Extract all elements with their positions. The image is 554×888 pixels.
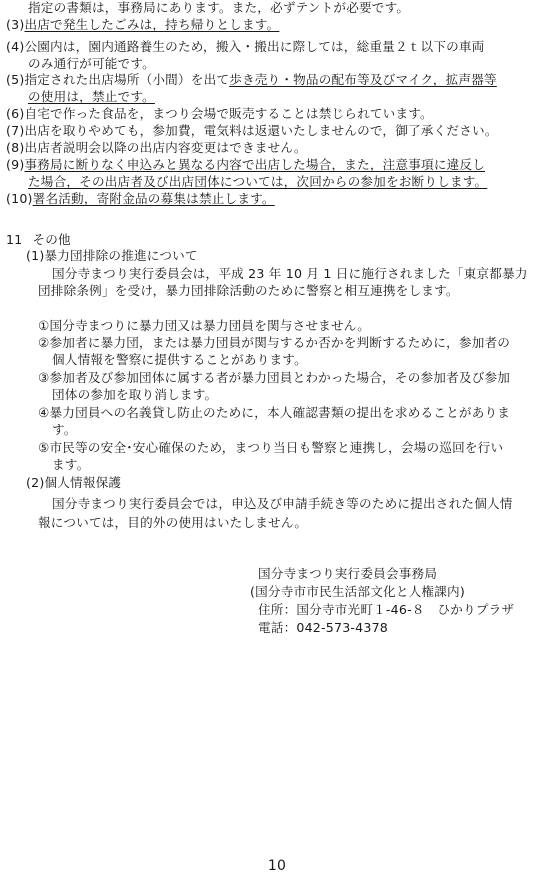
rule-number: (7)	[6, 123, 25, 138]
rule-item-5	[6, 72, 497, 88]
rule-text: 出店を取りやめても，参加費，電気料は返還いたしませんので，御了承ください。	[24, 123, 498, 138]
subsection-2-heading	[26, 475, 121, 491]
antigang-item-5	[38, 440, 503, 456]
paragraph-line: 国分寺まつり実行委員会では，申込及び申請手続き等のために提出された個人情	[52, 496, 513, 511]
rule-text: 公園内は，園内通路養生のため，搬入・搬出に際しては，総重量２ｔ以下の車両	[24, 39, 485, 54]
rule-item-6	[6, 106, 433, 122]
antigang-item-2-cont: 個人情報を警察に提供することがあります。	[52, 352, 307, 367]
paragraph-line: 国分寺まつり実行委員会は，平成 23 年 10 月 1 日に施行されました「東京都暴力	[52, 266, 528, 281]
rule-text: 事務局に断りなく申込みと異なる内容で出店した場合，また，注意事項に違反し	[24, 157, 486, 172]
page-number: 10	[267, 858, 287, 874]
rule-number: (8)	[6, 140, 25, 155]
subsection-title: 個人情報保護	[44, 475, 122, 490]
item-text: 市民等の安全･安心確保のため，まつり当日も警察と連携し，会場の巡回を行い	[49, 440, 504, 455]
intro-line: 指定の書類は，事務局にあります。また，必ずテントが必要です。	[28, 0, 410, 15]
rule-number: (10)	[6, 191, 33, 206]
contact-phone: 電話：042-573-4378	[258, 620, 388, 635]
section-11-heading	[6, 232, 71, 248]
antigang-item-1	[38, 318, 370, 334]
item-text: 参加者に暴力団，または暴力団員が関与するか否かを判断するために，参加者の	[49, 335, 511, 350]
rule-number: (9)	[6, 157, 25, 172]
rule-text: 署名活動，寄附金品の募集は禁止します。	[32, 191, 275, 206]
rule-number: (3)	[6, 17, 25, 32]
section-number: 11	[6, 232, 23, 247]
rule-item-4-cont: のみ通行が可能です。	[28, 56, 155, 71]
rule-item-5-cont: の使用は，禁止です。	[28, 89, 155, 104]
item-text: 暴力団員への名義貸し防止のために，本人確認書類の提出を求めることがありま	[49, 405, 511, 420]
antigang-item-3-cont: 団体の参加を取り消します。	[52, 387, 218, 402]
contact-address: 住所：国分寺市光町１-46-８ ひかりプラザ	[258, 602, 515, 617]
item-text: 国分寺まつりに暴力団又は暴力団員を関与させません。	[49, 318, 371, 333]
circled-number: ④	[38, 405, 50, 420]
rule-number: (5)	[6, 72, 25, 87]
subsection-1-heading	[26, 248, 198, 264]
rule-item-9	[6, 157, 485, 173]
antigang-item-4-cont: す。	[52, 422, 77, 437]
rule-item-7	[6, 123, 498, 139]
rule-text: 出店で発生したごみは，持ち帰りとします。	[24, 17, 280, 32]
section-title: その他	[32, 232, 71, 247]
rule-text-underlined: 歩き売り・物品の配布等及びマイク，拡声器等	[229, 72, 497, 87]
antigang-item-2	[38, 335, 510, 351]
contact-dept: (国分寺市市民生活部文化と人権課内)	[250, 584, 465, 599]
circled-number: ②	[38, 335, 50, 350]
subsection-number: (1)	[26, 248, 45, 263]
paragraph-line: 報については，目的外の使用はいたしません。	[38, 515, 308, 530]
rule-item-4	[6, 39, 485, 55]
rule-item-3	[6, 17, 279, 33]
rule-text: 出店者説明会以降の出店内容変更はできません。	[24, 140, 307, 155]
circled-number: ①	[38, 318, 50, 333]
paragraph-line: 団排除条例」を受け，暴力団排除活動のために警察と相互連携をします。	[38, 283, 459, 298]
contact-org: 国分寺まつり実行委員会事務局	[258, 566, 438, 581]
rule-number: (4)	[6, 39, 25, 54]
rule-number: (6)	[6, 106, 25, 121]
circled-number: ⑤	[38, 440, 50, 455]
subsection-title: 暴力団排除の推進について	[44, 248, 198, 263]
rule-item-8	[6, 140, 307, 156]
antigang-item-5-cont: ます。	[52, 457, 90, 472]
rule-item-10	[6, 191, 275, 207]
subsection-number: (2)	[26, 475, 45, 490]
circled-number: ③	[38, 370, 50, 385]
rule-item-9-cont: た場合，その出店者及び出店団体については，次回からの参加をお断りします。	[28, 174, 488, 189]
rule-text: 指定された出店場所（小間）を出て	[24, 72, 230, 87]
antigang-item-3	[38, 370, 510, 386]
rule-text: 自宅で作った食品を，まつり会場で販売することは禁じられています。	[24, 106, 433, 121]
item-text: 参加者及び参加団体に属する者が暴力団員とわかった場合，その参加者及び参加	[49, 370, 511, 385]
antigang-item-4	[38, 405, 510, 421]
